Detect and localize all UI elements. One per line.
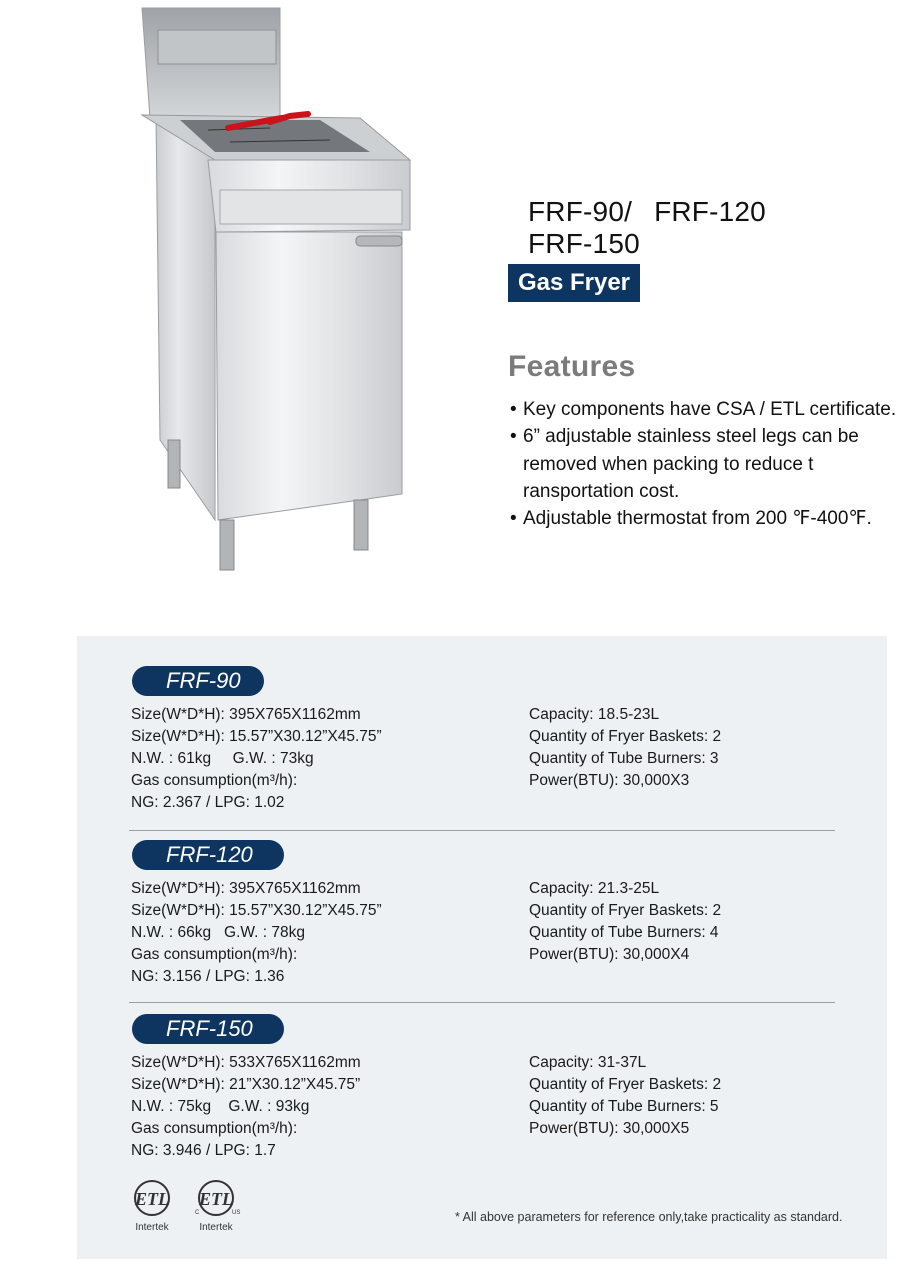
cert-label: Intertek — [199, 1222, 233, 1233]
spec-line: Quantity of Tube Burners: 5 — [529, 1098, 719, 1115]
spec-line: Gas consumption(m³/h): — [131, 946, 298, 963]
svg-text:ETL: ETL — [199, 1189, 233, 1209]
spec-line: N.W. : 61kg G.W. : 73kg — [131, 750, 314, 767]
etl-intertek-logo — [127, 1176, 177, 1236]
section-divider — [129, 830, 835, 831]
spec-line: Gas consumption(m³/h): — [131, 1120, 298, 1137]
model-pill: FRF-90 — [132, 666, 264, 696]
spec-line: Capacity: 31-37L — [529, 1054, 647, 1071]
product-type-badge: Gas Fryer — [508, 264, 640, 302]
specifications-panel — [77, 636, 887, 1259]
svg-text:US: US — [232, 1210, 241, 1216]
spec-right-column — [529, 1052, 721, 1140]
spec-line: NG: 2.367 / LPG: 1.02 — [131, 794, 285, 811]
product-image-gas-fryer — [120, 0, 420, 580]
spec-line: NG: 3.156 / LPG: 1.36 — [131, 968, 285, 985]
spec-line: Gas consumption(m³/h): — [131, 772, 298, 789]
features-list — [508, 396, 903, 532]
svg-text:ETL: ETL — [135, 1189, 169, 1209]
etl-c-us-intertek-logo — [191, 1176, 241, 1236]
spec-line: Capacity: 21.3-25L — [529, 880, 660, 897]
spec-left-column — [131, 878, 382, 988]
section-divider — [129, 1002, 835, 1003]
spec-right-column — [529, 878, 721, 966]
model-name-frf-120: FRF-120 — [654, 196, 766, 227]
spec-line: N.W. : 75kg G.W. : 93kg — [131, 1098, 310, 1115]
model-name-frf-90: FRF-90/ — [528, 196, 633, 227]
spec-left-column — [131, 704, 382, 814]
spec-line: Power(BTU): 30,000X5 — [529, 1120, 690, 1137]
svg-text:C: C — [195, 1210, 200, 1216]
feature-item: • Key components have CSA / ETL certificate. — [508, 396, 903, 423]
spec-line: Size(W*D*H): 395X765X1162mm — [131, 880, 361, 897]
model-pill: FRF-120 — [132, 840, 284, 870]
spec-line: Size(W*D*H): 533X765X1162mm — [131, 1054, 361, 1071]
reference-note: * All above parameters for reference only,take practicality as standard. — [455, 1210, 843, 1224]
spec-line: Power(BTU): 30,000X4 — [529, 946, 690, 963]
spec-line: Quantity of Fryer Baskets: 2 — [529, 1076, 722, 1093]
spec-line: Size(W*D*H): 395X765X1162mm — [131, 706, 361, 723]
spec-line: Quantity of Tube Burners: 4 — [529, 924, 719, 941]
spec-line: Power(BTU): 30,000X3 — [529, 772, 690, 789]
spec-line: Quantity of Fryer Baskets: 2 — [529, 728, 722, 745]
model-name-frf-150: FRF-150 — [528, 228, 640, 259]
spec-line: Capacity: 18.5-23L — [529, 706, 660, 723]
spec-line: N.W. : 66kg G.W. : 78kg — [131, 924, 306, 941]
spec-line: Size(W*D*H): 21”X30.12”X45.75” — [131, 1076, 361, 1093]
features-heading: Features — [508, 350, 636, 383]
feature-item: • 6” adjustable stainless steel legs can be removed when packing to reduce t ransportation cost. — [508, 423, 903, 505]
spec-line: Size(W*D*H): 15.57”X30.12”X45.75” — [131, 902, 382, 919]
model-title — [528, 196, 766, 260]
model-pill: FRF-150 — [132, 1014, 284, 1044]
feature-item: • Adjustable thermostat from 200 ℉-400℉. — [508, 505, 903, 532]
cert-label: Intertek — [135, 1222, 169, 1233]
spec-right-column — [529, 704, 721, 792]
spec-line: Quantity of Fryer Baskets: 2 — [529, 902, 722, 919]
spec-line: NG: 3.946 / LPG: 1.7 — [131, 1142, 276, 1159]
spec-line: Quantity of Tube Burners: 3 — [529, 750, 719, 767]
spec-left-column — [131, 1052, 361, 1162]
spec-line: Size(W*D*H): 15.57”X30.12”X45.75” — [131, 728, 382, 745]
